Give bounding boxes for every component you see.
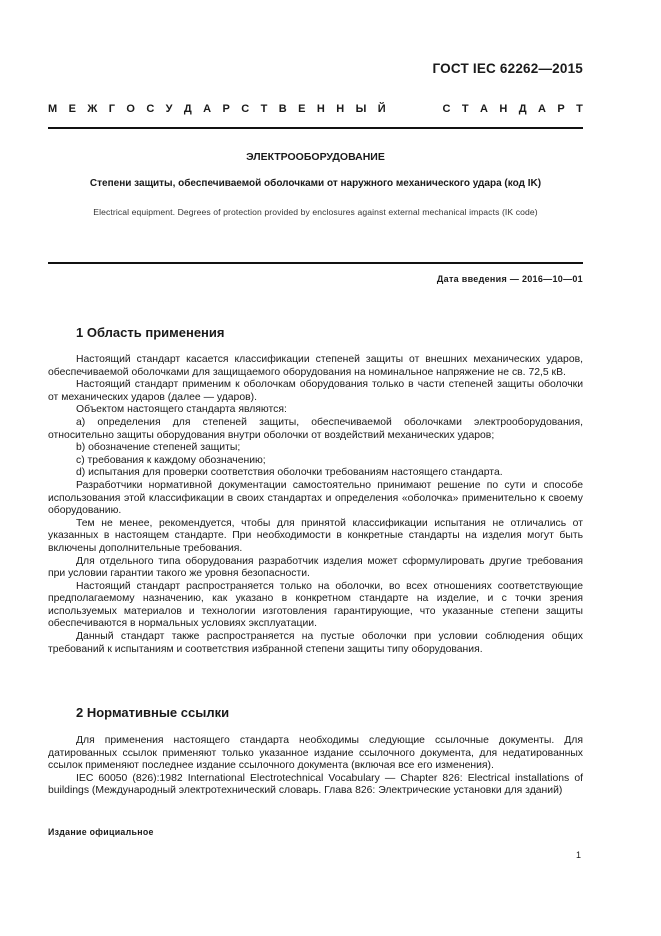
banner-letter: Г [108,103,115,115]
reference-item: IEC 60050 (826):1982 International Electrotechnical Vocabulary — Chapter 826: Electrical installations of buildings (Международный электротехнический словарь. Глава 826: Электрические установки для зданий) [48,772,583,797]
page-number: 1 [575,850,581,860]
banner-letter: С [241,103,250,115]
document-number: ГОСТ IEC 62262—2015 [432,61,583,76]
paragraph: Настоящий стандарт касается классификации степеней защиты от внешних механических ударов, обеспечиваемой оболочками для защищаемого оборудования на номинальное напряжение не св. 72,5 кВ. [48,354,583,378]
banner-letter: А [537,103,546,115]
banner-letter: Е [298,103,306,115]
paragraph: Данный стандарт также распространяется на пустые оболочки при условии соблюдения общих требований к испытаниям и соответствия избранной степени защиты типу оборудования. [48,631,583,655]
list-item-c: c) требования к каждому обозначению; [76,454,266,466]
paragraph: Разработчики нормативной документации самостоятельно принимают решение по сути и способе использования этой классификации в своих стандартах и определения «оболочка» применительно к своему оборудованию. [48,479,583,517]
banner-letter: Т [461,103,469,115]
banner-letter: Е [68,103,76,115]
interstate-standard-banner [48,103,583,115]
banner-letter: Р [222,103,230,115]
banner-letter: С [442,103,451,115]
paragraph: Для отдельного типа оборудования разработчик изделия может сформулировать другие требования при условии гарантии такого же уровня безопасности. [48,555,583,580]
section-1-heading: 1 Область применения [76,325,225,340]
paragraph: Настоящий стандарт применим к оболочкам оборудования только в части степеней защиты оболочки от механических ударов (далее — ударов). [48,379,583,403]
paragraph: Для применения настоящего стандарта необходимы следующие ссылочные документы. Для датированных ссылок применяют только указанное издание ссылочного документа, для недатированных ссылок применяют последнее издание ссылочного документа (включая все его изменения). [48,735,583,772]
banner-letter: Н [499,103,508,115]
standard-title: ЭЛЕКТРООБОРУДОВАНИЕ [246,151,385,163]
banner-letter: М [48,103,58,115]
banner-letter: Ы [355,103,367,115]
paragraph: Объектом настоящего стандарта являются: [76,404,287,416]
banner-word-gap [397,103,431,115]
list-item-d: d) испытания для проверки соответствия оболочки требованиям настоящего стандарта. [76,467,503,479]
banner-letter: Й [377,103,386,115]
banner-letter: О [126,103,135,115]
title-rule [48,262,583,264]
banner-letter: А [203,103,212,115]
paragraph: Настоящий стандарт распространяется только на оболочки, во всех отношениях соответствующие предполагаемому назначению, как указано в конкретном стандарте на изделие, и с точки зрения используемых материалов и технологии изготовления гарантирующие, что указанные степени защиты обеспечиваются в нормальных условиях эксплуатации. [48,580,583,630]
banner-letter: Н [316,103,325,115]
standard-subtitle: Степени защиты, обеспечиваемой оболочками от наружного механического удара (код IK) [89,178,542,189]
banner-letter: У [165,103,173,115]
header-rule [48,127,583,129]
banner-letter: Т [576,103,583,115]
banner-letter: В [278,103,287,115]
banner-letter: Ж [87,103,98,115]
english-title: Electrical equipment. Degrees of protection provided by enclosures against external mechanical impacts (IK code) [93,207,538,217]
banner-letter: Д [183,103,192,115]
banner-letter: С [146,103,155,115]
list-item-a: a) определения для степеней защиты, обеспечиваемой оболочками электрооборудования, относительно защиты оборудования внутри оболочки от воздействий механических ударов; [48,416,583,441]
section-1-body [48,354,583,656]
section-2-heading: 2 Нормативные ссылки [76,705,230,720]
paragraph: Тем не менее, рекомендуется, чтобы для принятой классификации испытания не отличались от указанных в настоящем стандарте. При необходимости в конкретные стандарты на изделия могут быть включены дополнительные требования. [48,517,583,554]
banner-letter: Н [336,103,345,115]
section-2-body [48,735,583,798]
banner-letter: А [480,103,488,115]
banner-letter: Т [260,103,268,115]
official-edition-label: Издание официальное [48,827,154,837]
banner-letter: Р [557,103,565,115]
effective-date: Дата введения — 2016—10—01 [436,274,583,284]
banner-letter: Д [518,103,527,115]
list-item-b: b) обозначение степеней защиты; [76,442,241,454]
